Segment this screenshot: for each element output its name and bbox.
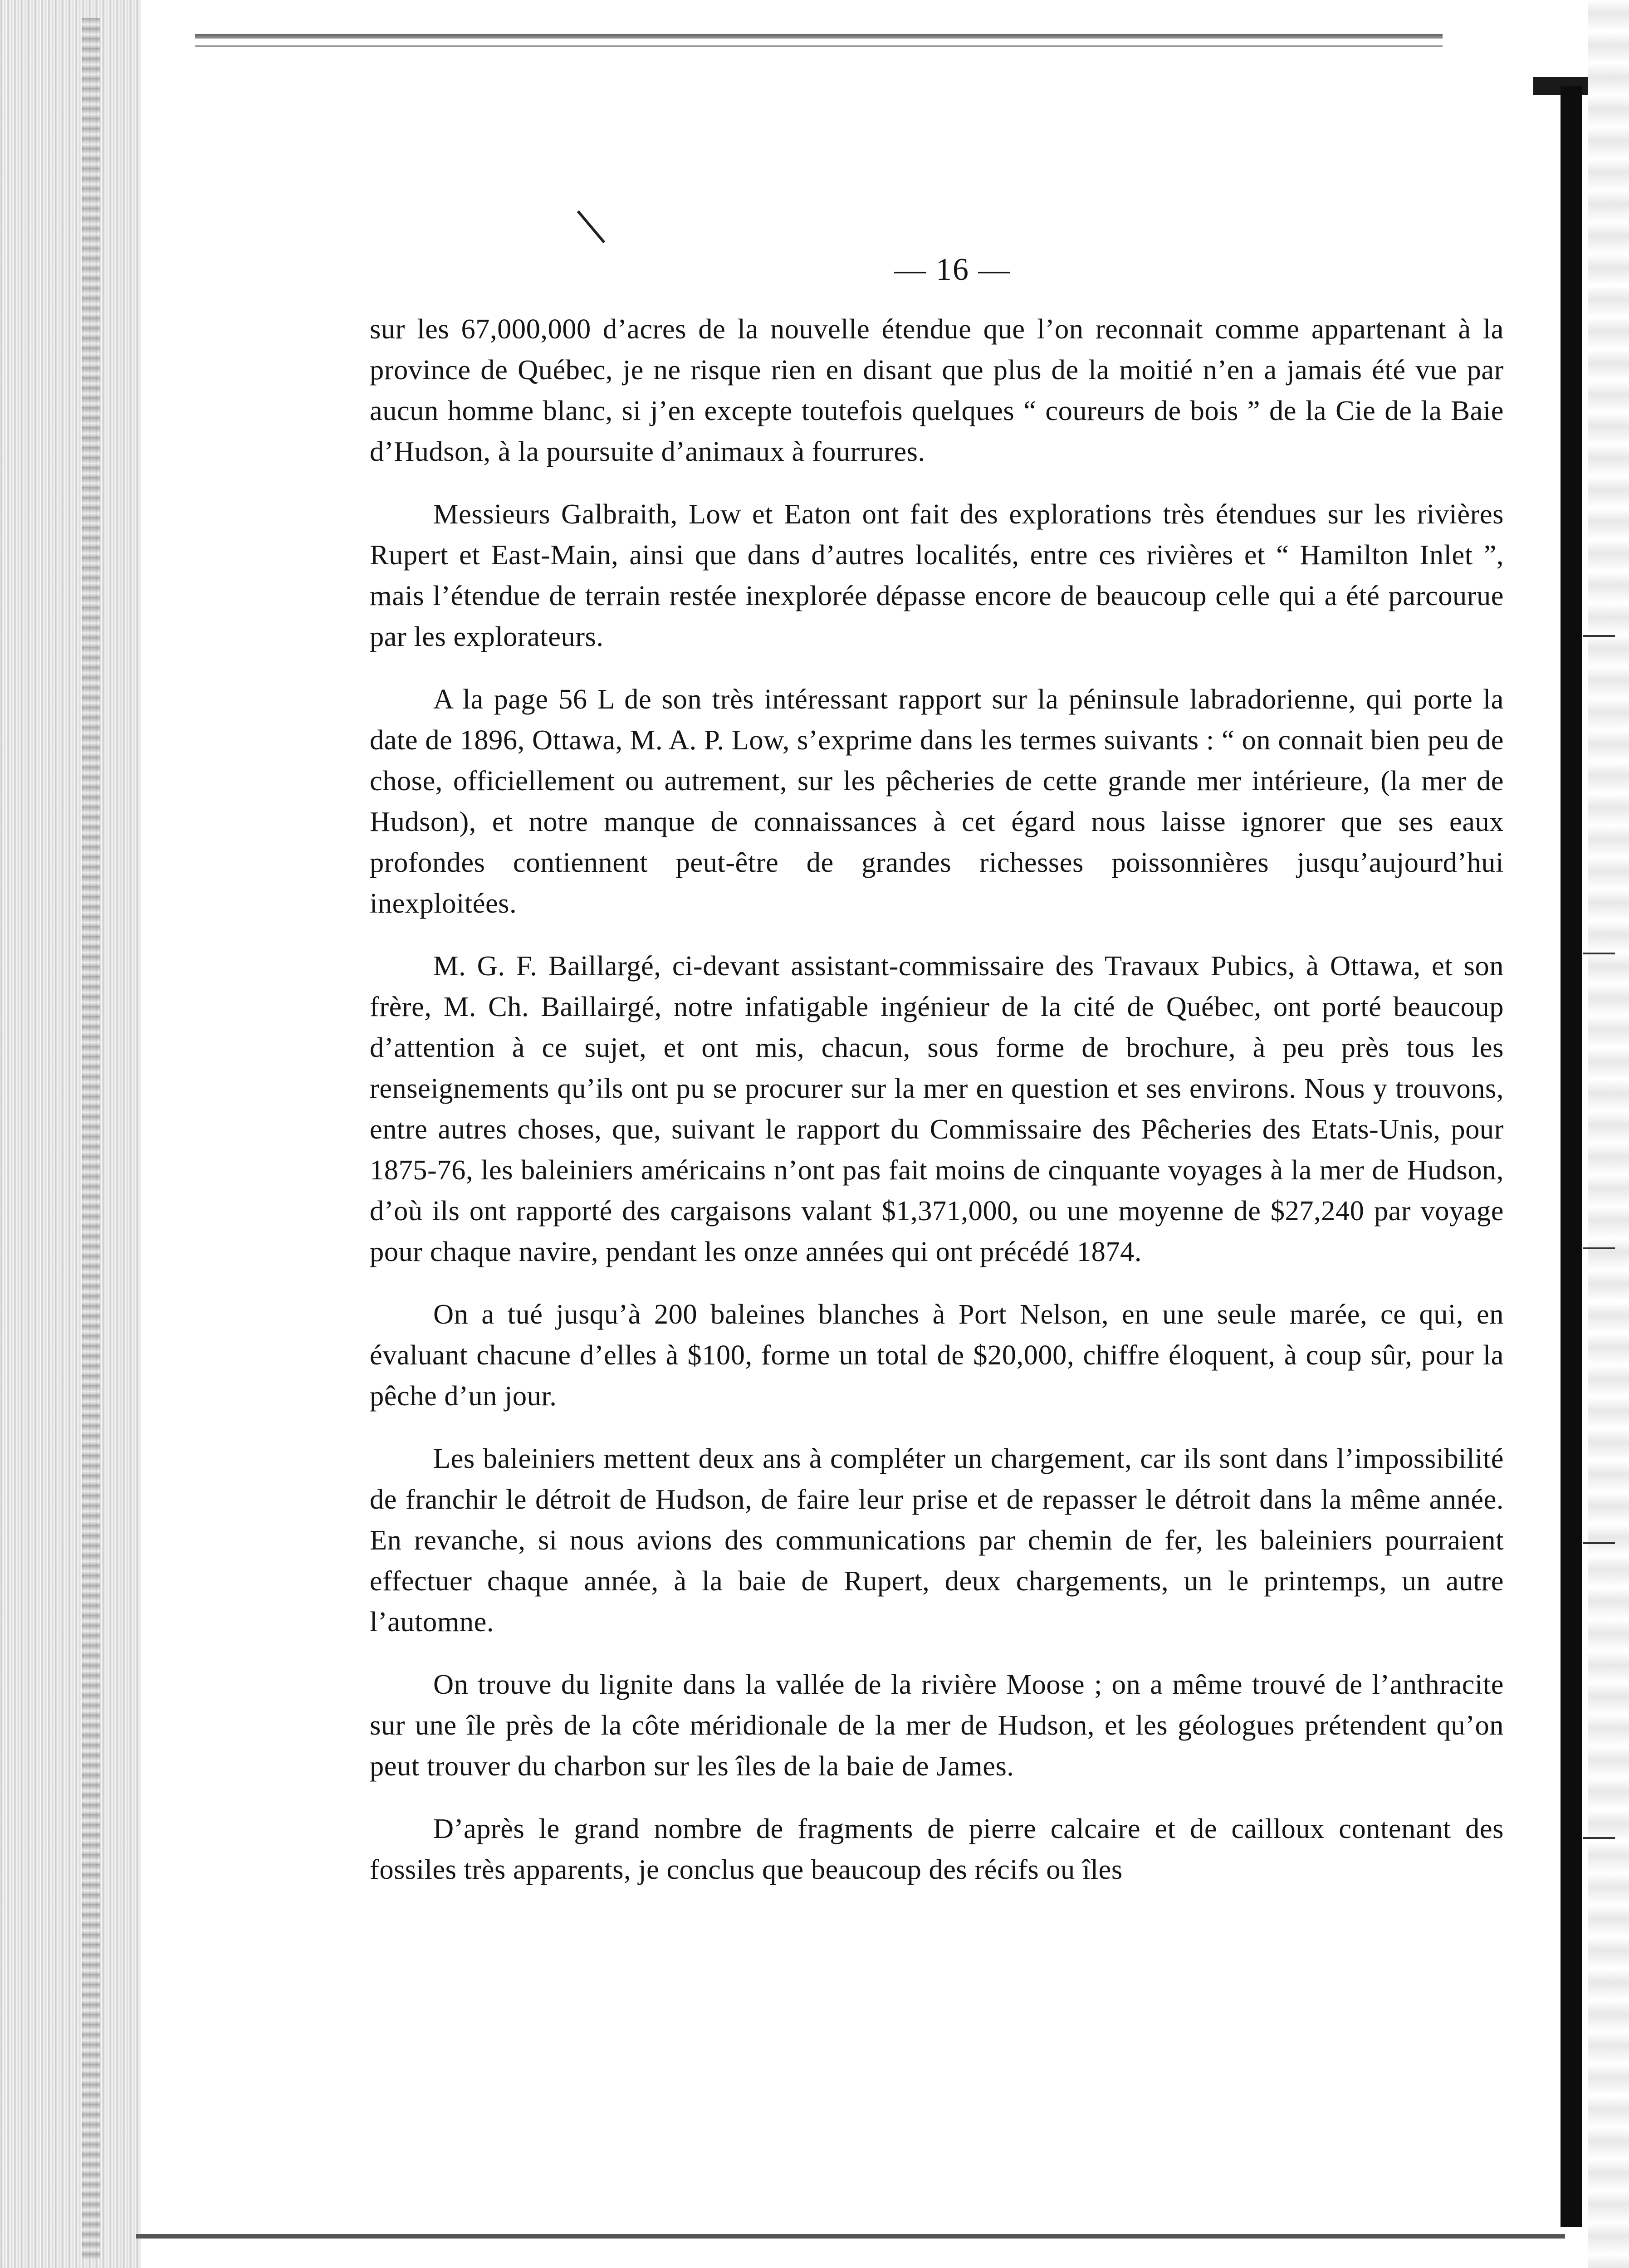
scan-top-rule [195,34,1443,39]
scan-stray-mark [577,210,605,244]
scan-bottom-rule [136,2234,1565,2239]
scan-right-tick [1583,953,1615,954]
paragraph: sur les 67,000,000 d’acres de la nouvelle étendue que l’on reconnait comme appartenant à la province de Québec, je ne risque rien en disant que plus de la moitié n’en a jamais été vue par aucun homme blanc, si j’en excepte toutefois quelques “ coureurs de bois ” de la Cie de la Baie d’Hudson, à la poursuite d’animaux à fourrures. [370,313,1504,467]
scan-right-tick [1583,635,1615,637]
scan-binding-edge [82,18,100,2259]
paragraph: Les baleiniers mettent deux ans à compléter un chargement, car ils sont dans l’impossibilité de franchir le détroit de Hudson, de faire leur prise et de repasser le détroit dans la même année. En revanche, si nous avions des communications par chemin de fer, les baleiniers pourraient effectuer chaque année, à la baie de Rupert, deux chargements, un le printemps, un autre l’automne. [370,1442,1504,1637]
scan-right-tick [1583,1247,1615,1249]
paragraph: A la page 56 L de son très intéressant rapport sur la péninsule labradorienne, qui porte la date de 1896, Ottawa, M. A. P. Low, s’exprime dans les termes suivants : “ on connait bien peu de chose, officiellement ou autrement, sur les pêcheries de cette grande mer intérieure, (la mer de Hudson), et notre manque de connaissances à cet égard nous laisse ignorer que ses eaux profondes contiennent peut-être de grandes richesses poissonnières jusqu’aujourd’hui inexploitées. [370,683,1504,919]
paragraph: On trouve du lignite dans la vallée de la rivière Moose ; on a même trouvé de l’anthracite sur une île près de la côte méridionale de la mer de Hudson, et les géologues prétendent qu’on peut trouver du charbon sur les îles de la baie de James. [370,1668,1504,1782]
scan-top-rule-thin [195,45,1443,47]
paragraph: On a tué jusqu’à 200 baleines blanches à Port Nelson, en une seule marée, ce qui, en évaluant chacune d’elles à $100, forme un total de $20,000, chiffre éloquent, à coup sûr, pour la pêche d’un jour. [370,1298,1504,1412]
scan-right-tick [1583,1542,1615,1544]
page-body [370,308,1504,1911]
scan-right-tick [1583,1837,1615,1839]
paragraph: D’après le grand nombre de fragments de pierre calcaire et de cailloux contenant des fossiles très apparents, je conclus que beaucoup des récifs ou îles [370,1813,1504,1885]
page-number: — 16 — [894,252,1011,287]
scan-right-bar [1561,86,1582,2227]
paragraph: Messieurs Galbraith, Low et Eaton ont fait des explorations très étendues sur les rivières Rupert et East-Main, ainsi que dans d’autres localités, entre ces rivières et “ Hamilton Inlet ”, mais l’étendue de terrain restée inexplorée dépasse encore de beaucoup celle qui a été parcourue par les explorateurs. [370,498,1504,652]
scan-binding-shadow [0,0,141,2268]
paragraph: M. G. F. Baillargé, ci-devant assistant-commissaire des Travaux Pubics, à Ottawa, et son frère, M. Ch. Baillairgé, notre infatigable ingénieur de la cité de Québec, ont porté beaucoup d’attention à ce sujet, et ont mis, chacun, sous forme de brochure, à peu près tous les renseignements qu’ils ont pu se procurer sur la mer en question et ses environs. Nous y trouvons, entre autres choses, que, suivant le rapport du Commissaire des Pêcheries des Etats-Unis, pour 1875-76, les baleiniers américains n’ont pas fait moins de cinquante voyages à la mer de Hudson, d’où ils ont rapporté des cargaisons valant $1,371,000, ou une moyenne de $27,240 par voyage pour chaque navire, pendant les onze années qui ont précédé 1874. [370,950,1504,1267]
scan-right-edge [1588,0,1629,2268]
